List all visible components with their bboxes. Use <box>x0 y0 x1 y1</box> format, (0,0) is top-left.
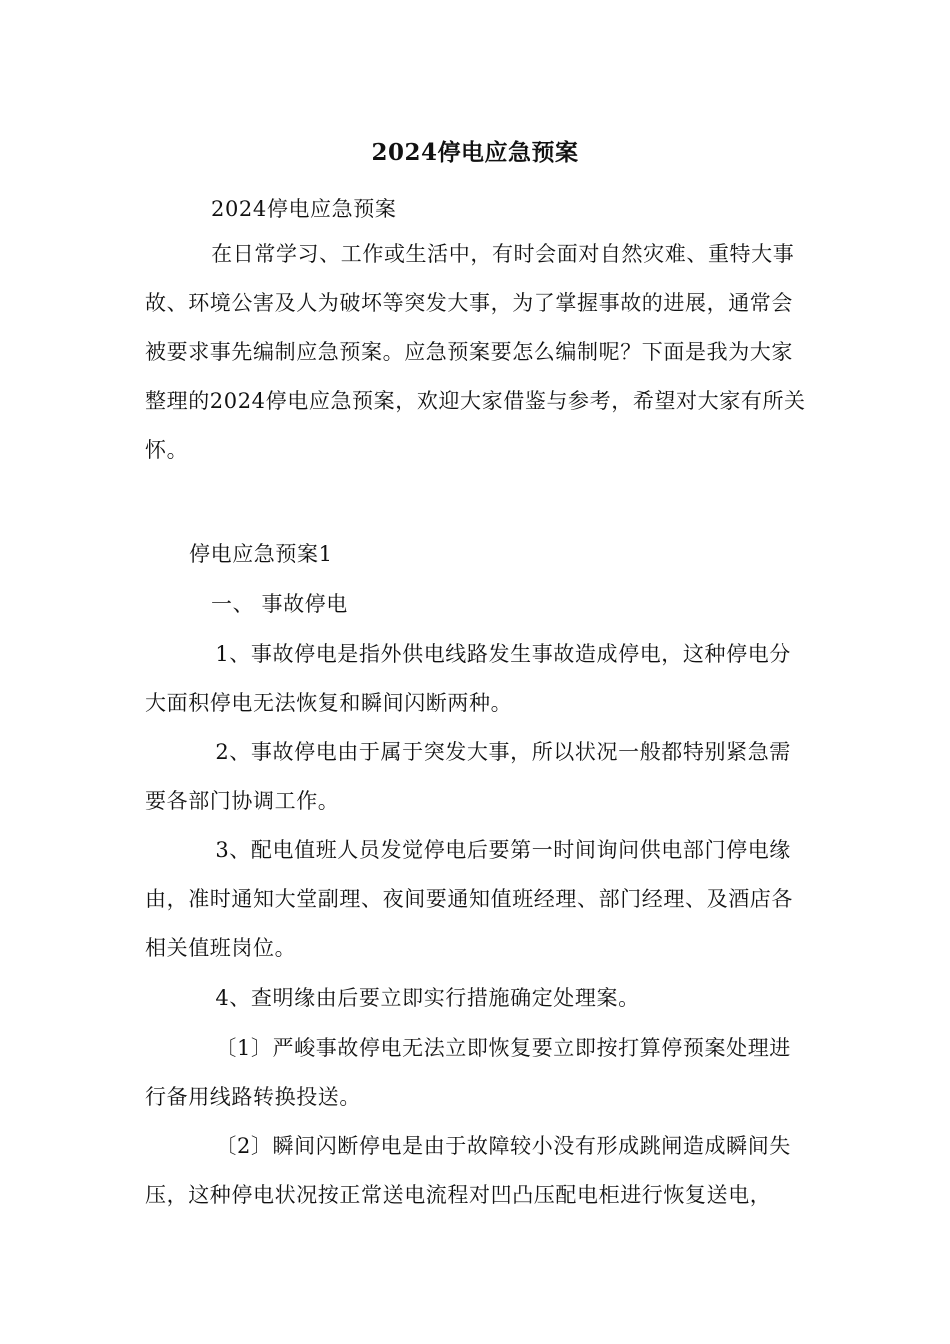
list-item-4-1: 〔1〕严峻事故停电无法立即恢复要立即按打算停预案处理进行备用线路转换投送。 <box>145 1036 791 1109</box>
list-item-4: 4、查明缘由后要立即实行措施确定处理案。 <box>215 986 640 1010</box>
section-title: 停电应急预案1 <box>189 542 333 566</box>
list-item-1: 1、事故停电是指外供电线路发生事故造成停电，这种停电分大面积停电无法恢复和瞬间闪断两种。 <box>145 642 791 715</box>
intro-paragraph: 在日常学习、工作或生活中，有时会面对自然灾难、重特大事故、环境公害及人为破坏等突发大事，为了掌握事故的进展，通常会被要求事先编制应急预案。应急预案要怎么编制呢？下面是我为大家整理的2024停电应急预案，欢迎大家借鉴与参考，希望对大家有所关怀。 <box>145 242 806 462</box>
list-item-2: 2、事故停电由于属于突发大事，所以状况一般都特别紧急需要各部门协调工作。 <box>145 740 791 813</box>
heading-1: 一、 事故停电 <box>211 592 348 616</box>
list-item-3: 3、配电值班人员发觉停电后要第一时间询问供电部门停电缘由，准时通知大堂副理、夜间要通知值班经理、部门经理、及酒店各相关值班岗位。 <box>145 838 793 960</box>
document-subtitle: 2024停电应急预案 <box>211 197 397 221</box>
document-title: 2024停电应急预案 <box>371 139 579 166</box>
list-item-4-2: 〔2〕瞬间闪断停电是由于故障较小没有形成跳闸造成瞬间失压，这种停电状况按正常送电流程对凹凸压配电柜进行恢复送电， <box>145 1134 791 1207</box>
